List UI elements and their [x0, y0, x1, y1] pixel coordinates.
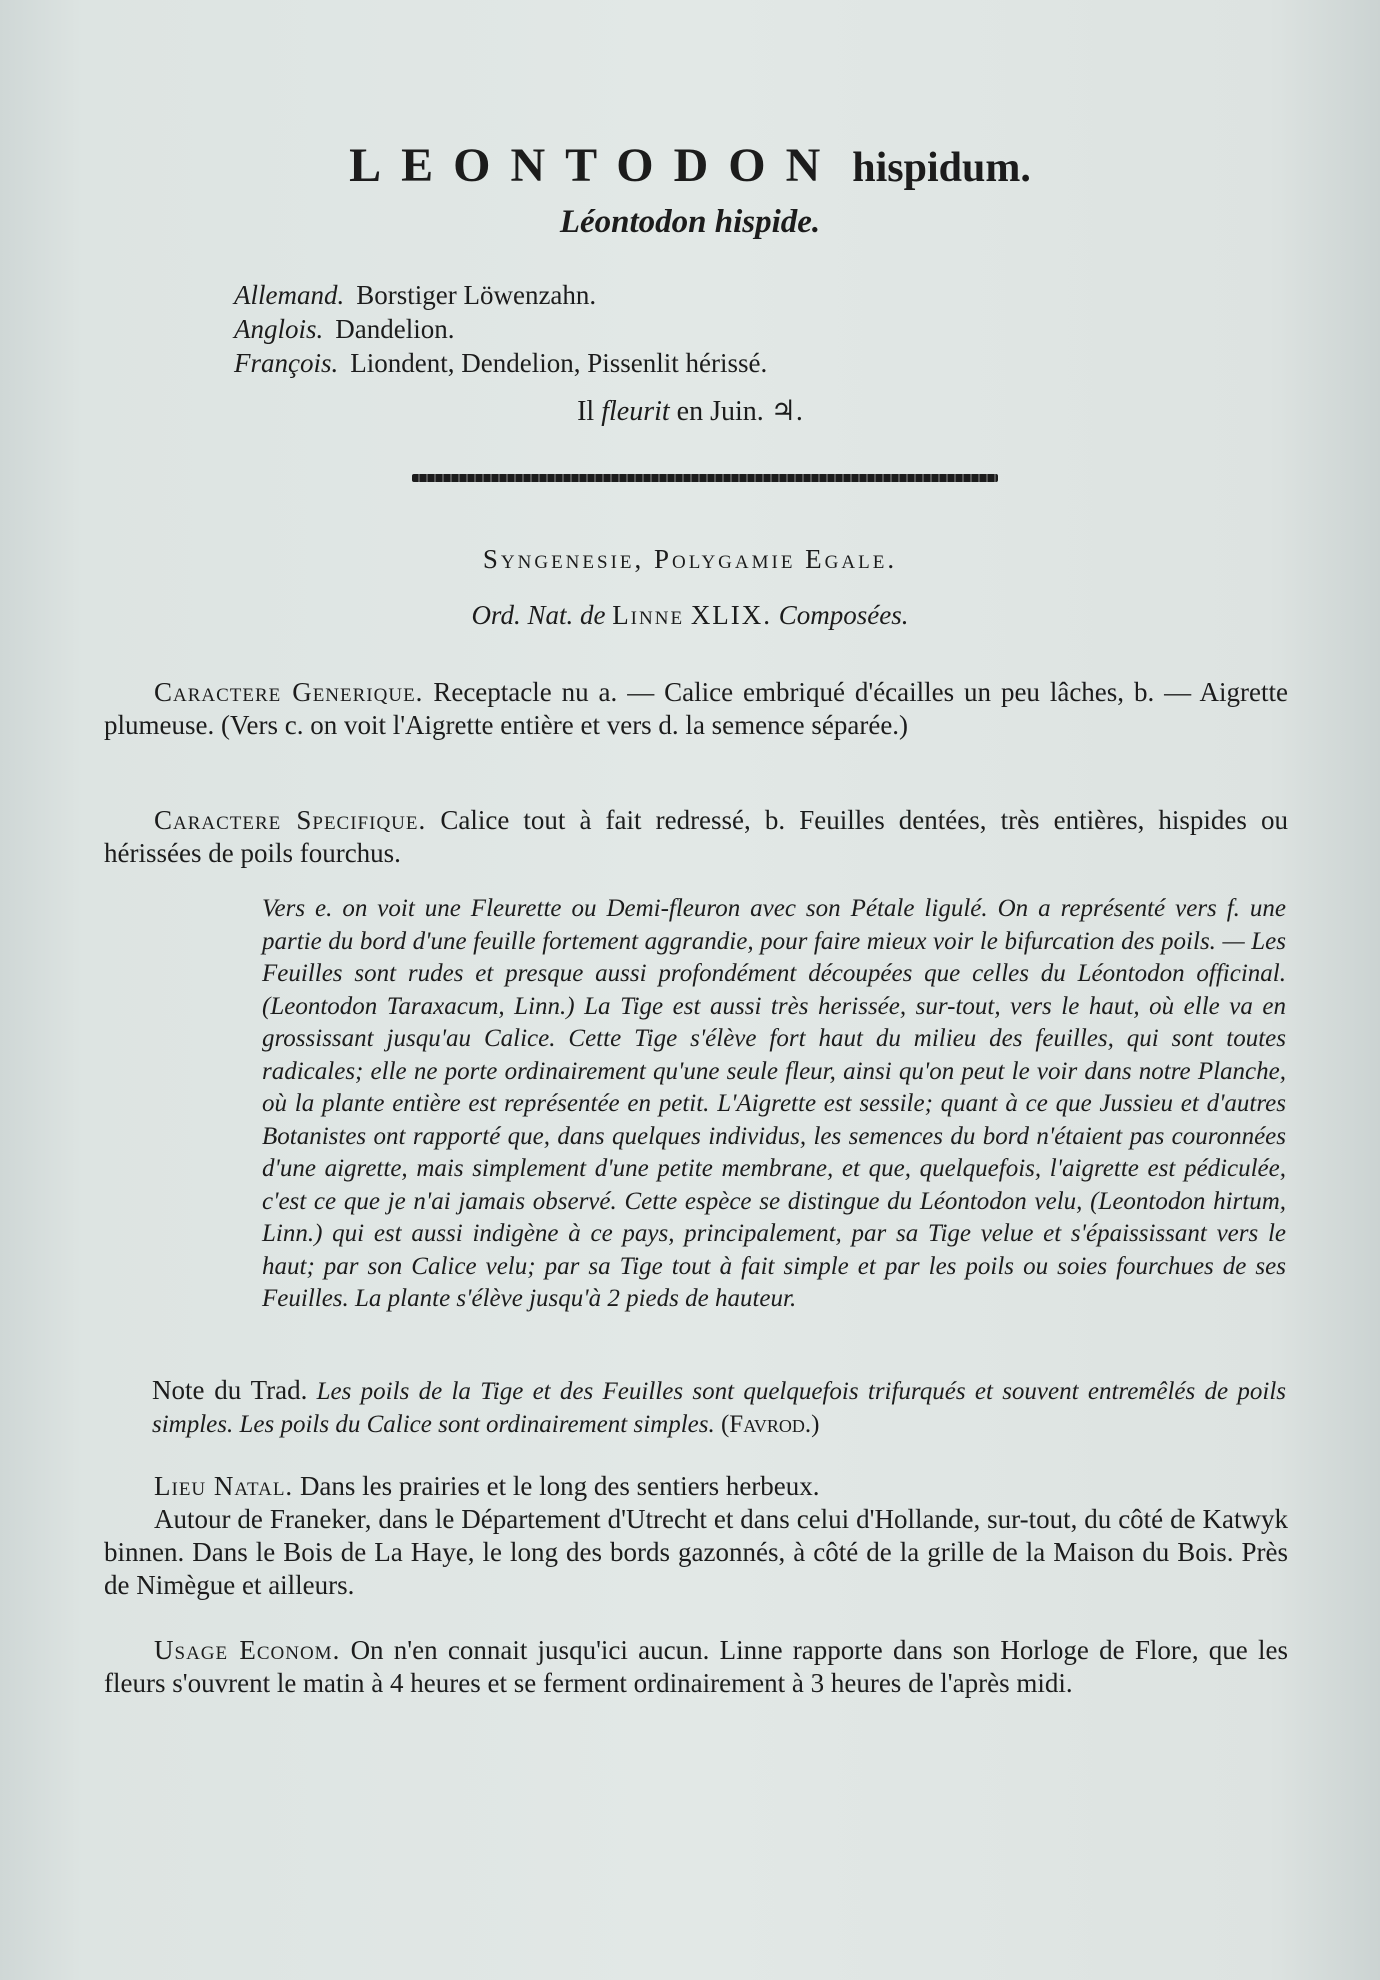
common-name-english [234, 312, 1134, 346]
habitat-localities-text: Autour de Franeker, dans le Département d'Utrecht et dans celui d'Hollande, sur-tout, du côté de Katwyk binnen. Dans le Bois de La Haye, le long des bords gazonnés, à côté de la grille de la Maison du Bois. Près de Nimègue et ailleurs. [104, 1504, 1288, 1600]
french-name: Léontodon hispide. [559, 204, 821, 240]
language-label: Anglois. [234, 314, 324, 344]
usage-heading: Usage Econom. [154, 1635, 341, 1665]
habitat-heading: Lieu Natal. [154, 1471, 294, 1501]
order-family: Composées. [778, 600, 909, 630]
natural-order [0, 600, 1380, 631]
translator-note [152, 1374, 1286, 1441]
order-author: Linne [612, 600, 685, 630]
common-name-german [234, 278, 1134, 312]
description-text: Vers e. on voit une Fleurette ou Demi-fleuron avec son Pétale ligulé. On a représenté vers f. une partie du bord d'une feuille fortement aggrandie, pour faire mieux voir le bifurcation des poils. — Les Feuilles sont rudes et presque aussi profondément découpées que celles du Léontodon officinal. (Leontodon Taraxacum, Linn.) La Tige est aussi très herissée, sur-tout, vers le haut, où elle va en grossissant jusqu'au Calice. Cette Tige s'élève fort haut du milieu des feuilles, qui sont toutes radicales; elle ne porte ordinairement qu'une seule fleur, ainsi qu'on peut le voir dans notre Planche, où la plante entière est représentée en petit. L'Aigrette est sessile; quant à ce que Jussieu et d'autres Botanistes ont rapporté que, dans quelques individus, les semences du bord n'étaient pas couronnées d'une aigrette, mais simplement d'une petite membrane, et que, quelquefois, l'aigrette est pédiculée, c'est ce que je n'ai jamais observé. Cette espèce se distingue du Léontodon velu, (Leontodon hirtum, Linn.) qui est aussi indigène à ce pays, principalement, par sa Tige velue et s'épaississant vers le haut; par son Calice velu; par sa Tige tout à fait simple et par les poils ou soies fourchues de ses Feuilles. La plante s'élève jusqu'à 2 pieds de hauteur. [262, 895, 1286, 1312]
flowering-rest: en Juin. ♃. [676, 396, 803, 427]
language-label: Allemand. [234, 280, 345, 310]
specific-text: Calice tout à fait redressé, b. Feuilles dentées, très entières, hispides ou hérissées de poils fourchus. [104, 805, 1289, 868]
specific-character [104, 804, 1288, 870]
genus-name: LEONTODON [349, 139, 841, 192]
page-title [0, 138, 1380, 193]
common-name-french [234, 346, 1134, 380]
usage-text: On n'en connait jusqu'ici aucun. Linne rapporte dans son Horloge de Flore, que les fleurs s'ouvrent le matin à 4 heures et se ferment ordinairement à 3 heures de l'après midi. [104, 1635, 1289, 1698]
habitat-first-line [104, 1470, 1288, 1503]
note-label: Note du Trad. [152, 1375, 308, 1405]
species-name: hispidum. [852, 145, 1031, 191]
common-name-text: Liondent, Dendelion, Pissenlit hérissé. [350, 348, 768, 378]
generic-character [104, 676, 1288, 742]
specific-heading: Caractere Specifique. [154, 805, 427, 835]
economic-usage [104, 1634, 1288, 1700]
note-author: (Favrod.) [720, 1410, 820, 1438]
order-number: XLIX. [690, 600, 773, 630]
linnaean-class: Syngenesie, Polygamie Egale. [482, 544, 898, 574]
note-text: Les poils de la Tige et des Feuilles sont quelquefois trifurqués et souvent entremêlés de poils simples. Les poils du Calice sont ordinairement simples. [152, 1378, 1287, 1438]
common-names [234, 278, 1134, 380]
common-name-text: Borstiger Löwenzahn. [356, 280, 597, 310]
generic-heading: Caractere Generique. [154, 677, 424, 707]
common-name-text: Dandelion. [335, 314, 455, 344]
habitat-localities [104, 1503, 1288, 1602]
ornamental-rule [412, 474, 998, 482]
flowering-prefix: Il [577, 396, 595, 427]
language-label: François. [234, 348, 339, 378]
flowering-verb: fleurit [601, 396, 670, 427]
habitat-text: Dans les prairies et le long des sentiers herbeux. [299, 1471, 820, 1501]
flowering-time [0, 394, 1380, 428]
generic-text: Receptacle nu a. — Calice embriqué d'écailles un peu lâches, b. — Aigrette plumeuse. (Vers c. on voit l'Aigrette entière et vers d. la semence séparée.) [104, 677, 1288, 740]
habitat-section [104, 1470, 1288, 1602]
order-prefix: Ord. Nat. de [471, 600, 606, 630]
